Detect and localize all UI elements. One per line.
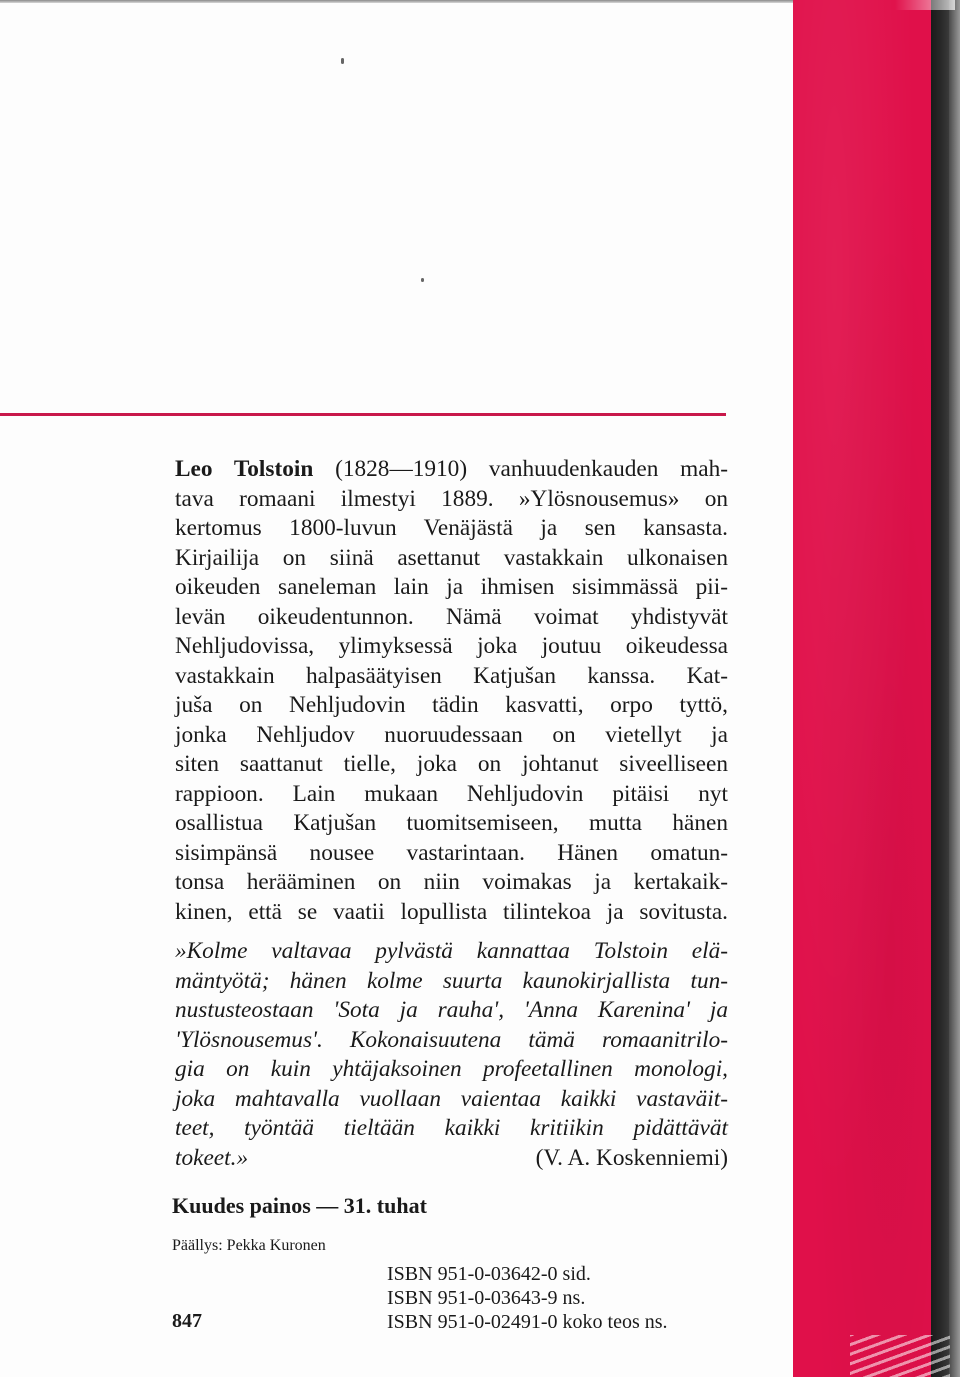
blurb-line: kertomus 1800-luvun Venäjästä ja sen kansasta. [175,515,728,541]
red-divider-rule [0,413,726,416]
blurb-line: tava romaani ilmestyi 1889. »Ylösnousemus» on [175,485,728,512]
critic-quote [175,937,728,1173]
quote-attribution: (V. A. Koskenniemi) [535,1144,728,1171]
quote-line: teet, työntää tieltään kaikki kritiikin pidättävät [175,1115,728,1141]
blurb-line: levän oikeudentunnon. Nämä voimat yhdistyvät [175,603,728,630]
catalog-number: 847 [172,1310,202,1332]
blurb-line: juša on Nehljudovin tädin kasvatti, orpo tyttö, [175,692,728,718]
isbn-complete-work: ISBN 951-0-02491-0 koko teos ns. [387,1311,668,1333]
blurb-line: Kirjailija on siinä asettanut vastakkain ulkonaisen [175,544,728,571]
quote-line: nustusteostaan 'Sota ja rauha', 'Anna Karenina' ja [175,997,728,1023]
author-name: Leo Tolstoin [175,456,314,482]
book-spine-shadow [949,0,960,1377]
quote-line: joka mahtavalla vuollaan vaientaa kaikki vastaväit- [175,1085,728,1112]
spine-wear-top [895,0,955,10]
quote-line: 'Ylösnousemus'. Kokonaisuutena tämä romaanitrilo- [175,1026,728,1053]
quote-line: mäntyötä; hänen kolme suurta kaunokirjallista tun- [175,967,728,994]
paper-speck [341,58,344,64]
blurb-line: oikeuden saneleman lain ja ihmisen sisimmässä pii- [175,574,728,600]
blurb-text [175,455,728,927]
quote-line: »Kolme valtavaa pylvästä kannattaa Tolstoin elä- [175,938,728,964]
blurb-line: vastakkain halpasäätyisen Katjušan kanssa. Kat- [175,662,728,689]
quote-line: tokeet.» [175,1144,249,1171]
page-top-edge [0,0,800,3]
book-spine-red-band [793,0,931,1377]
blurb-paragraph [175,455,728,927]
blurb-line: sisimpänsä nousee vastarintaan. Hänen omatun- [175,839,728,866]
blurb-line: jonka Nehljudov nuoruudessaan on vietellyt ja [175,721,728,748]
blurb-line: osallistua Katjušan tuomitsemiseen, mutta hänen [175,810,728,836]
quote-last-row [175,1144,728,1174]
blurb-line: siten saattanut tielle, joka on johtanut siveelliseen [175,751,728,777]
quote-line: gia on kuin yhtäjaksoinen profeetallinen monologi, [175,1056,728,1082]
blurb-line: Nehljudovissa, ylimyksessä joka joutuu oikeudessa [175,633,728,659]
blurb-line: Leo Tolstoin (1828—1910) vanhuudenkauden mah- [175,456,728,482]
spine-wear-bottom [850,1335,950,1377]
paper-speck [421,278,424,282]
cover-designer-credit: Päällys: Pekka Kuronen [172,1237,326,1254]
edition-info: Kuudes painos — 31. tuhat [172,1193,427,1218]
isbn-bound: ISBN 951-0-03642-0 sid. [387,1263,591,1285]
isbn-paperback: ISBN 951-0-03643-9 ns. [387,1287,586,1309]
blurb-line: tonsa herääminen on niin voimakas ja kertakaik- [175,869,728,895]
book-spine-dark-edge [931,0,949,1377]
isbn-list [387,1262,668,1334]
blurb-line: rappioon. Lain mukaan Nehljudovin pitäisi nyt [175,780,728,807]
blurb-line: kinen, että se vaatii lopullista tilintekoa ja sovitusta. [175,898,728,925]
